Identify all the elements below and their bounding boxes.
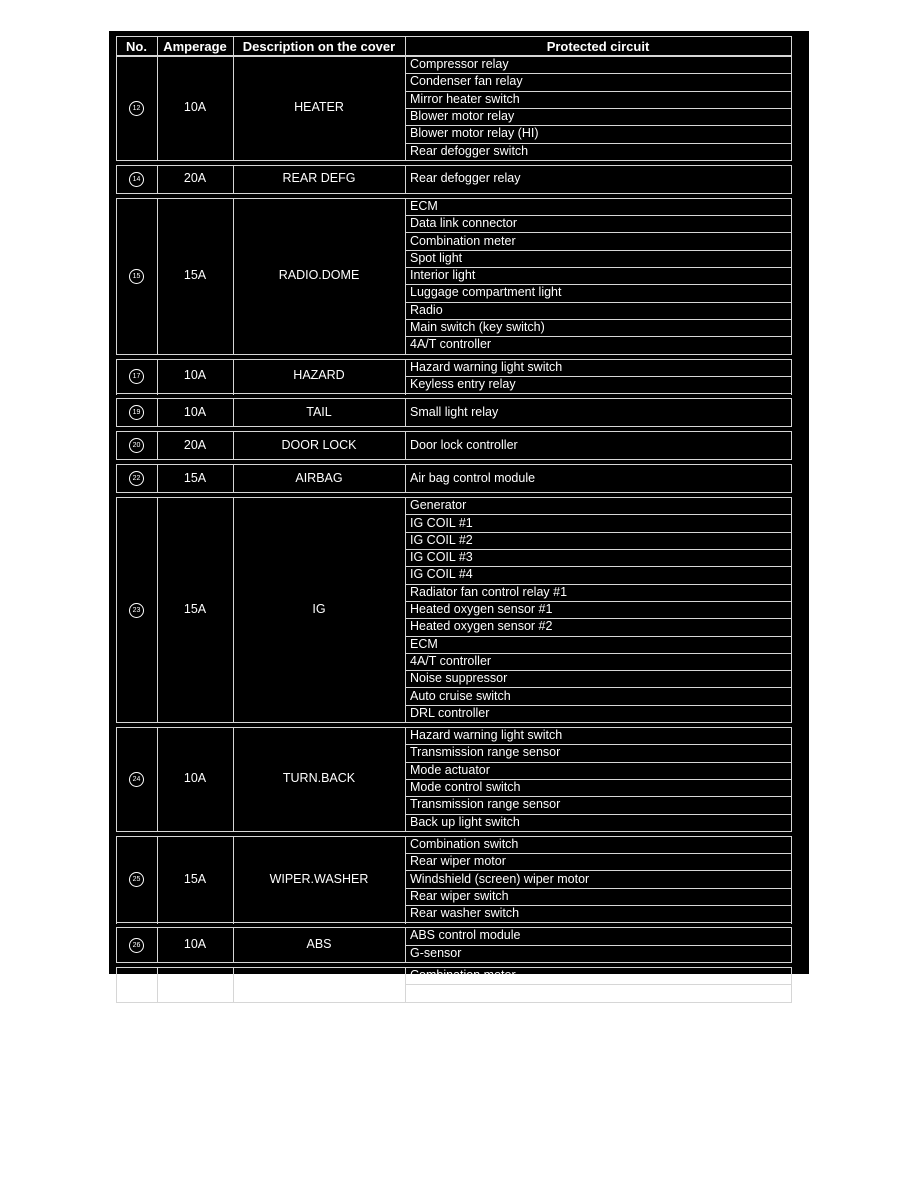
group-bottom-border (116, 459, 791, 460)
group-column-border (116, 967, 117, 1003)
protected-circuit-item: Rear defogger switch (410, 144, 529, 158)
group-top-border (116, 431, 791, 432)
protected-circuit-item: Blower motor relay (410, 109, 515, 123)
protected-circuit-item: ABS control module (410, 928, 521, 942)
group-column-border (791, 56, 792, 161)
protected-circuit-item: Mirror heater switch (410, 92, 520, 106)
group-column-border (405, 165, 406, 194)
cover-description: WIPER.WASHER (269, 872, 369, 886)
group-column-border (791, 464, 792, 493)
group-column-border (116, 165, 117, 194)
fuse-number-badge: 23 (129, 603, 144, 618)
amperage-value: 15A (183, 872, 207, 886)
header-top-border (116, 36, 791, 37)
group-top-border (116, 464, 791, 465)
group-bottom-border (116, 722, 791, 723)
cover-description: HEATER (294, 100, 344, 114)
group-column-border (791, 727, 792, 832)
fuse-number-badge: 12 (129, 101, 144, 116)
protected-circuit-item: Generator (410, 498, 467, 512)
group-bottom-border (116, 492, 791, 493)
fuse-number-badge: 19 (129, 405, 144, 420)
group-bottom-border (116, 354, 791, 355)
group-column-border (791, 398, 792, 427)
cover-description: RADIO.DOME (278, 268, 360, 282)
protected-circuit-item: Radio (410, 303, 443, 317)
group-bottom-border (116, 831, 791, 832)
header-protected-circuit: Protected circuit (546, 39, 650, 54)
protected-circuit-item: Blower motor relay (HI) (410, 126, 539, 140)
amperage-value: 15A (183, 602, 207, 616)
group-column-border (791, 198, 792, 355)
protected-circuit-item: IG COIL #4 (410, 567, 473, 581)
fuse-number-badge: 17 (129, 369, 144, 384)
protected-circuit-item: Mode control switch (410, 780, 521, 794)
fuse-number-badge: 24 (129, 772, 144, 787)
group-column-border (405, 836, 406, 924)
group-column-border (405, 497, 406, 723)
protected-circuit-item: Keyless entry relay (410, 377, 516, 391)
group-column-border (791, 165, 792, 194)
protected-circuit-item: Door lock controller (410, 438, 518, 452)
cover-description: ABS (306, 937, 332, 951)
group-bottom-border (116, 193, 791, 194)
protected-circuit-item: Hazard warning light switch (410, 728, 563, 742)
protected-circuit-item: Compressor relay (410, 57, 509, 71)
protected-circuit-item: 4A/T controller (410, 654, 492, 668)
header-amperage: Amperage (163, 39, 227, 54)
cover-description: METER (297, 977, 341, 991)
group-column-border (791, 967, 792, 1003)
protected-circuit-item: Combination meter (410, 234, 516, 248)
protected-circuit-item: IG COIL #2 (410, 533, 473, 547)
protected-circuit-item: Small light relay (410, 405, 499, 419)
group-column-border (116, 431, 117, 460)
amperage-value: 10A (183, 771, 207, 785)
group-column-border (116, 464, 117, 493)
protected-circuit-item: Heated oxygen sensor #2 (410, 619, 553, 633)
protected-circuit-item: Luggage compartment light (410, 285, 562, 299)
protected-circuit-item: ECM (410, 199, 438, 213)
circuit-row-divider (405, 870, 791, 871)
fuse-number-badge: 25 (129, 872, 144, 887)
group-bottom-border (116, 922, 791, 923)
protected-circuit-item: DRL controller (410, 706, 490, 720)
protected-circuit-item: IG COIL #3 (410, 550, 473, 564)
protected-circuit-item: Windshield (screen) wiper motor (410, 872, 590, 886)
cover-description: DOOR LOCK (281, 438, 357, 452)
cover-description: HAZARD (293, 368, 345, 382)
amperage-value: 20A (183, 171, 207, 185)
protected-circuit-item: Transmission range sensor (410, 745, 561, 759)
group-column-border (116, 198, 117, 355)
group-column-border (791, 497, 792, 723)
amperage-value: 10A (183, 405, 207, 419)
group-bottom-border (116, 1002, 791, 1003)
group-column-border (791, 836, 792, 924)
group-column-border (405, 431, 406, 460)
group-column-border (116, 836, 117, 924)
protected-circuit-item: 4A/T controller (410, 337, 492, 351)
protected-circuit-item: Interior light (410, 268, 476, 282)
group-column-border (116, 56, 117, 161)
group-column-border (116, 727, 117, 832)
protected-circuit-item: Noise suppressor (410, 671, 508, 685)
protected-circuit-item: IG COIL #1 (410, 516, 473, 530)
group-column-border (116, 398, 117, 427)
protected-circuit-item: Radiator fan control relay #1 (410, 585, 568, 599)
cover-description: TAIL (306, 405, 332, 419)
protected-circuit-item: Air bag control module (410, 471, 536, 485)
amperage-value: 20A (183, 438, 207, 452)
protected-circuit-item: Rear defogger relay (410, 171, 521, 185)
circuit-row-divider (405, 514, 791, 515)
amperage-value: 10A (183, 977, 207, 991)
protected-circuit-item: G-sensor (410, 946, 462, 960)
protected-circuit-item: Heated oxygen sensor #1 (410, 602, 553, 616)
group-column-border (116, 359, 117, 395)
group-column-border (405, 398, 406, 427)
fuse-number-badge: 20 (129, 438, 144, 453)
protected-circuit-item: Auto cruise switch (410, 689, 511, 703)
group-bottom-border (116, 160, 791, 161)
protected-circuit-item: Spot light (410, 251, 463, 265)
protected-circuit-item: Back up light switch (410, 815, 520, 829)
amperage-value: 15A (183, 268, 207, 282)
header-column-border (791, 36, 792, 56)
protected-circuit-item: Combination switch (410, 837, 519, 851)
protected-circuit-item: Rear wiper switch (410, 889, 509, 903)
protected-circuit-item: ECM (410, 637, 438, 651)
group-column-border (791, 431, 792, 460)
amperage-value: 10A (183, 100, 207, 114)
protected-circuit-item: Data link connector (410, 216, 518, 230)
cover-description: REAR DEFG (282, 171, 356, 185)
group-column-border (116, 497, 117, 723)
protected-circuit-item: Rear wiper motor (410, 854, 506, 868)
circuit-row-divider (405, 687, 791, 688)
fuse-table (109, 31, 809, 999)
group-column-border (405, 464, 406, 493)
cover-description: IG (312, 602, 326, 616)
group-column-border (791, 927, 792, 963)
fuse-number-badge: 27 (129, 977, 144, 992)
group-column-border (116, 927, 117, 963)
header-no: No. (126, 39, 147, 54)
group-column-border (791, 359, 792, 395)
protected-circuit-item: Rear washer switch (410, 906, 520, 920)
protected-circuit-item: Main switch (key switch) (410, 320, 545, 334)
protected-circuit-item: Hazard warning light switch (410, 360, 563, 374)
group-column-border (405, 967, 406, 1003)
group-bottom-border (116, 393, 791, 394)
cover-description: TURN.BACK (282, 771, 356, 785)
protected-circuit-item: Combination meter (410, 968, 516, 982)
protected-circuit-item: Mode actuator (410, 763, 490, 777)
fuse-number-badge: 14 (129, 172, 144, 187)
amperage-value: 10A (183, 368, 207, 382)
group-top-border (116, 398, 791, 399)
group-top-border (116, 165, 791, 166)
protected-circuit-item: Transmission range sensor (410, 797, 561, 811)
circuit-row-divider (405, 232, 791, 233)
protected-circuit-item: Warning buzzer controller (410, 985, 552, 999)
group-column-border (405, 198, 406, 355)
amperage-value: 10A (183, 937, 207, 951)
fuse-number-badge: 22 (129, 471, 144, 486)
fuse-number-badge: 15 (129, 269, 144, 284)
group-bottom-border (116, 426, 791, 427)
fuse-number-badge: 26 (129, 938, 144, 953)
group-bottom-border (116, 962, 791, 963)
protected-circuit-item: Condenser fan relay (410, 74, 523, 88)
group-column-border (405, 359, 406, 395)
cover-description: AIRBAG (295, 471, 343, 485)
amperage-value: 15A (183, 471, 207, 485)
header-description: Description on the cover (242, 39, 396, 54)
